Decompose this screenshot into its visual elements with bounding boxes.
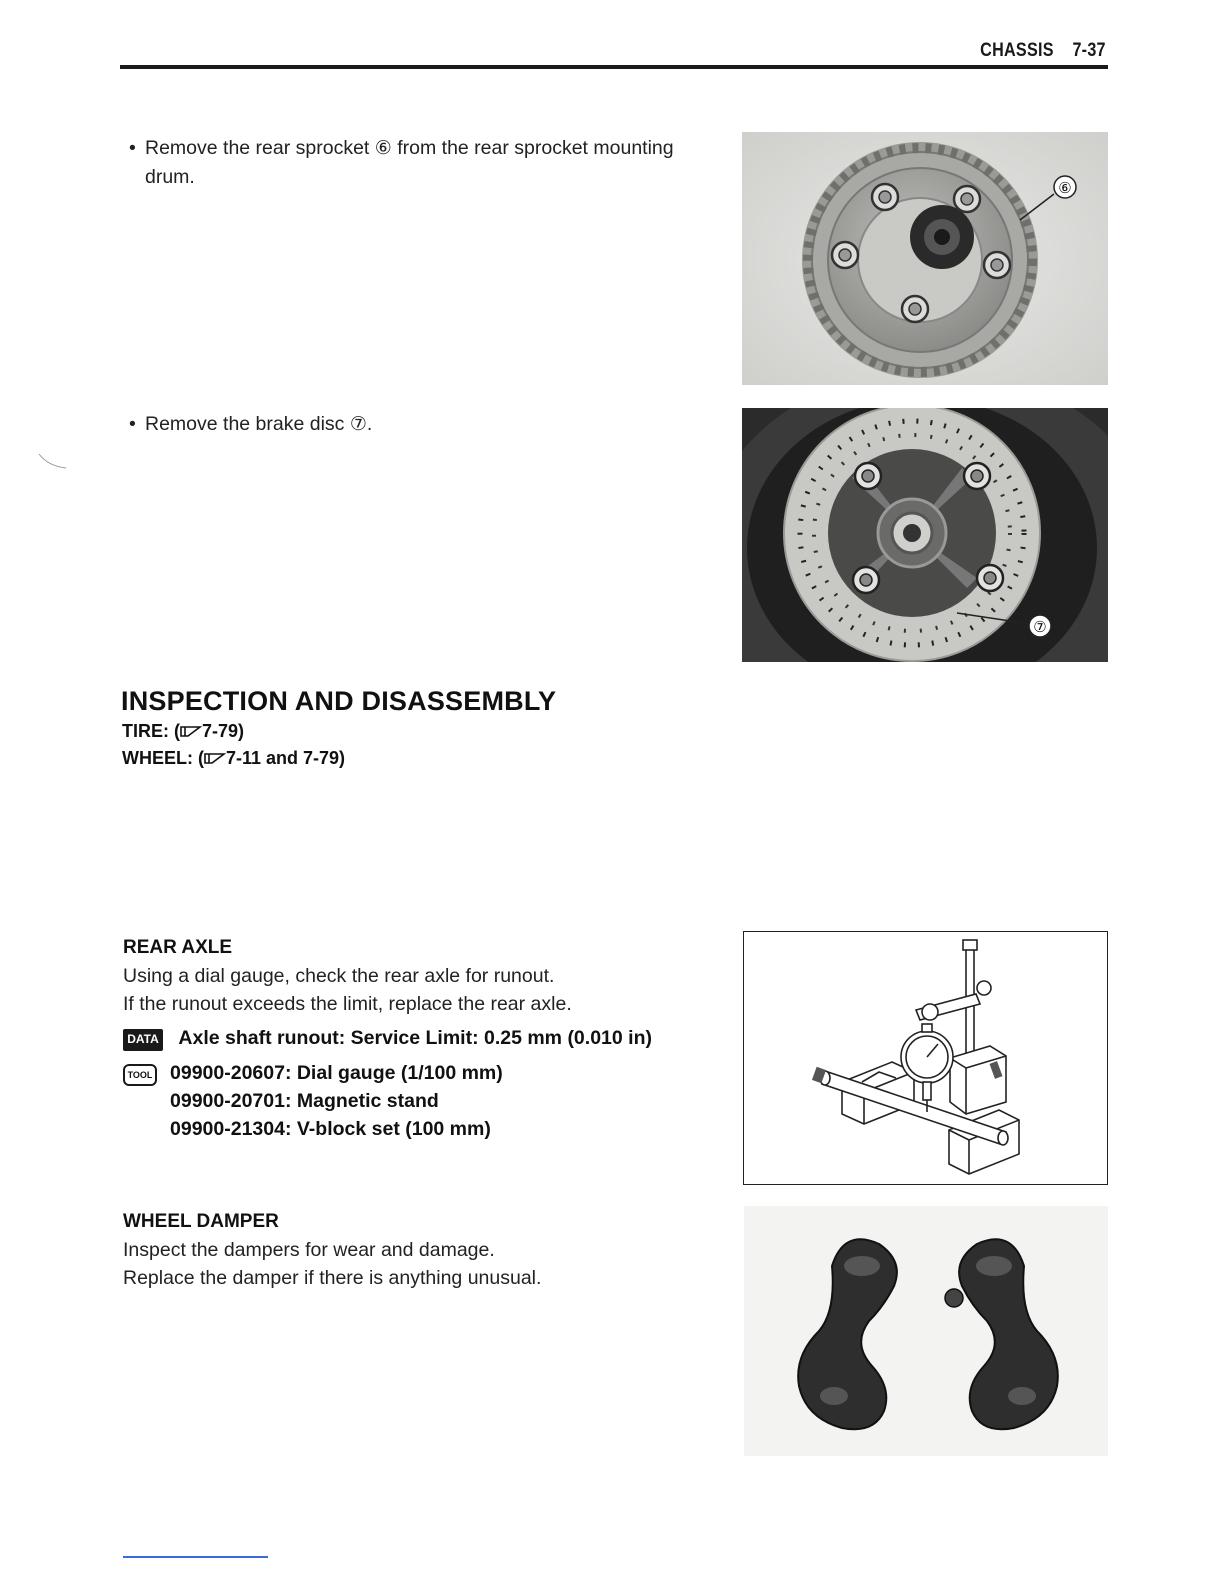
service-limit-row	[123, 1024, 743, 1052]
header-page-number: 7-37	[1072, 40, 1106, 61]
tool-badge-icon: TOOL	[123, 1064, 157, 1086]
rear-axle-line2: If the runout exceeds the limit, replace the rear axle.	[123, 993, 572, 1015]
wheel-dampers-illustration	[744, 1206, 1108, 1456]
special-tools	[123, 1059, 743, 1143]
tool-item: 09900-20701: Magnetic stand	[170, 1090, 439, 1112]
wheel-dampers-photo	[744, 1206, 1108, 1456]
callout-6: ⑥	[374, 138, 392, 159]
rear-axle-line1: Using a dial gauge, check the rear axle for runout.	[123, 965, 555, 987]
wheel-damper-line1: Inspect the dampers for wear and damage.	[123, 1239, 495, 1261]
brake-disc-illustration	[742, 408, 1108, 662]
step-remove-brake-disc: Remove the brake disc ⑦.	[145, 413, 373, 435]
step-remove-sprocket: Remove the rear sprocket ⑥ from the rear sprocket mounting drum.	[145, 137, 674, 188]
header-rule	[120, 65, 1108, 69]
rear-sprocket-photo	[742, 132, 1108, 385]
sprocket-callout-label: ⑥	[1058, 180, 1072, 197]
wheel-damper-heading: WHEEL DAMPER	[123, 1211, 279, 1232]
rear-axle-heading: REAR AXLE	[123, 937, 233, 958]
page-header	[980, 40, 1106, 62]
brake-disc-photo	[742, 408, 1108, 662]
header-section: CHASSIS	[980, 40, 1054, 61]
tire-reference: TIRE: ( 7-79)	[122, 721, 245, 741]
reference-pointer-icon	[204, 751, 226, 765]
tool-item: 09900-20607: Dial gauge (1/100 mm)	[170, 1062, 503, 1084]
data-badge-icon: DATA	[123, 1029, 163, 1051]
wheel-reference: WHEEL: ( 7-11 and 7-79)	[122, 748, 346, 768]
section-title: INSPECTION AND DISASSEMBLY	[121, 686, 557, 716]
footer-rule	[123, 1556, 268, 1558]
wheel-damper-line2: Replace the damper if there is anything unusual.	[123, 1267, 542, 1289]
reference-pointer-icon	[180, 724, 202, 738]
disc-callout-label: ⑦	[1033, 619, 1047, 636]
dial-gauge-figure	[743, 931, 1108, 1185]
rear-sprocket-illustration	[742, 132, 1108, 385]
tool-item: 09900-21304: V-block set (100 mm)	[170, 1118, 491, 1140]
scan-mark	[38, 452, 68, 472]
service-limit-text: Axle shaft runout: Service Limit: 0.25 mm (0.010 in)	[178, 1027, 652, 1049]
rear-axle-section	[123, 934, 723, 1018]
wheel-damper-section	[123, 1208, 723, 1292]
callout-7: ⑦	[349, 414, 367, 435]
dial-gauge-illustration	[744, 932, 1107, 1184]
